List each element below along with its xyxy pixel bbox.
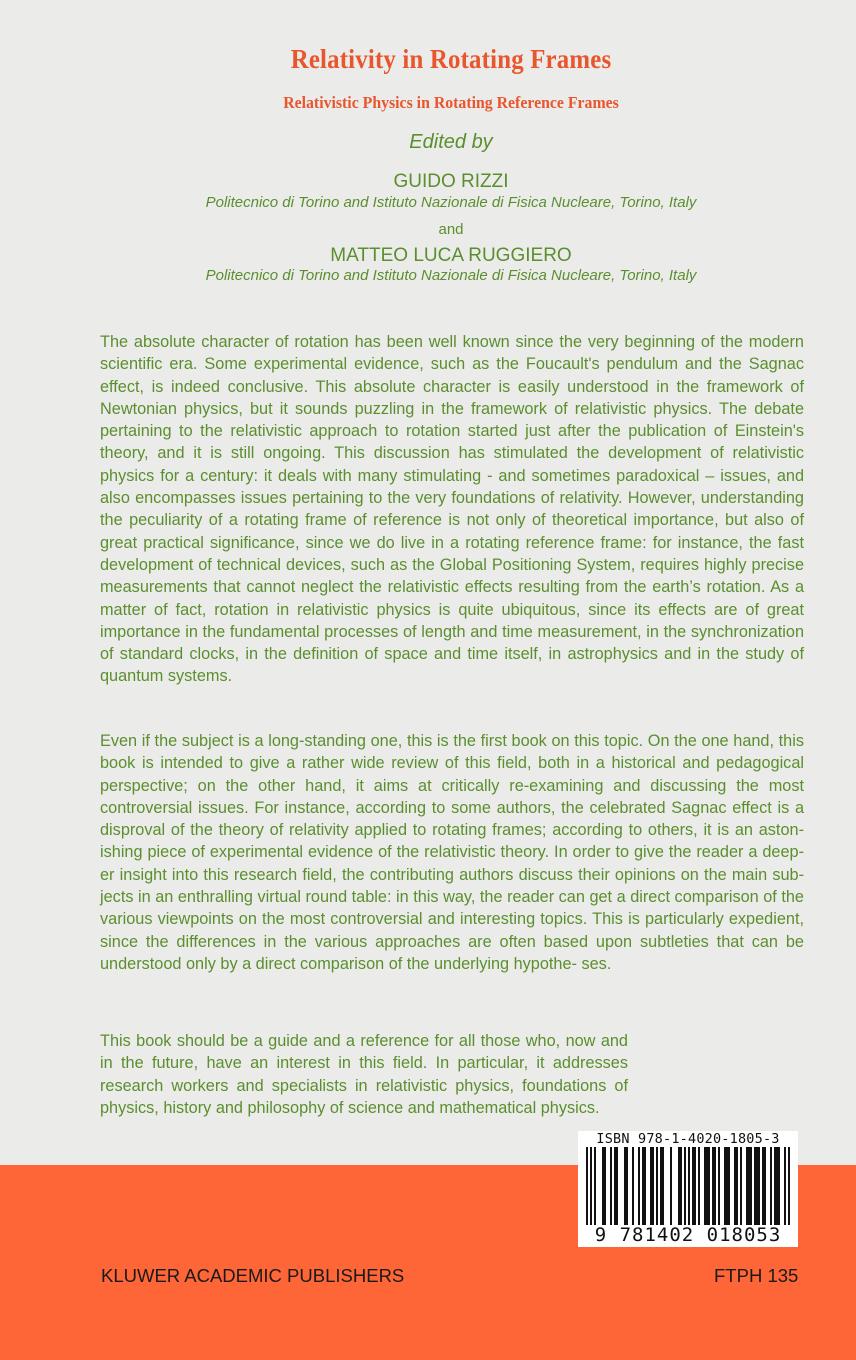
ean-number: 9 781402 018053: [594, 1224, 782, 1246]
description-paragraph-1: [100, 331, 804, 688]
barcode-bar: [590, 1147, 592, 1225]
barcode-bar: [660, 1147, 664, 1225]
barcode-bar: [740, 1147, 742, 1225]
barcode-bar: [656, 1147, 658, 1225]
barcode-bar: [614, 1147, 618, 1225]
paragraph-text: Even if the subject is a long-standing one, this is the first book on this topic. On the one hand, this book is intended to give a rather wide review of this field, both in a historical and pedagogical perspective; on the other hand, it aims at critically re-examining and discussing the most controversial issues. For instance, according to some authors, the celebrated Sagnac effect is a disproval of the theory of relativity applied to rotating frames; according to others, it is an astonishing piece of experimental evidence of the relativistic theory. In order to give the reader a deeper insight into this research field, the contributing authors discuss their opinions on the main subjects in an enthralling virtual round table: in this way, the reader can get a direct comparison of the various viewpoints on the most controversial and interesting topics. This is particularly expedient, since the differences in the various approaches are often based upon subtleties that can be understood only by a direct comparison of the underlying hypothe- ses.: [100, 732, 804, 973]
description-paragraph-3: [100, 1030, 628, 1119]
barcode-bar: [632, 1147, 634, 1225]
description-paragraph-2: [100, 730, 804, 975]
editor-name-2: MATTEO LUCA RUGGIERO: [330, 245, 572, 266]
editor-affiliation-2: Politecnico di Torino and Istituto Nazionale di Fisica Nucleare, Torino, Italy: [205, 267, 697, 284]
barcode-bars: [586, 1147, 790, 1225]
barcode-bar: [762, 1147, 766, 1225]
edited-by-label: Edited by: [409, 131, 493, 153]
barcode-bar: [638, 1147, 640, 1225]
publisher-name: KLUWER ACADEMIC PUBLISHERS: [101, 1265, 405, 1286]
barcode-bar: [650, 1147, 654, 1225]
barcode-bar: [684, 1147, 686, 1225]
barcode-bar: [784, 1147, 786, 1225]
barcode-bar: [688, 1147, 690, 1225]
barcode-bar: [678, 1147, 682, 1225]
barcode-bar: [770, 1147, 772, 1225]
editor-affiliation-1: Politecnico di Torino and Istituto Nazionale di Fisica Nucleare, Torino, Italy: [205, 194, 697, 211]
book-subtitle: Relativistic Physics in Rotating Reference Frames: [283, 93, 619, 112]
barcode-bar: [712, 1147, 716, 1225]
barcode-bar: [698, 1147, 700, 1225]
barcode-bar: [624, 1147, 628, 1225]
barcode-bar: [642, 1147, 646, 1225]
barcode-bar: [670, 1147, 672, 1225]
isbn-barcode: [578, 1131, 798, 1247]
editor-name-1: GUIDO RIZZI: [393, 171, 509, 192]
series-code: FTPH 135: [714, 1265, 799, 1286]
book-title: Relativity in Rotating Frames: [290, 44, 612, 74]
barcode-bar: [746, 1147, 752, 1225]
barcode-bar: [610, 1147, 612, 1225]
and-label: and: [438, 221, 464, 238]
barcode-bar: [594, 1147, 596, 1225]
paragraph-text: This book should be a guide and a reference for all those who, now and in the future, have an interest in this field. In particular, it addresses research workers and specialists in relativistic physics, foundations of physics, history and philosophy of science and mathematical physics.: [100, 1032, 628, 1117]
barcode-bar: [718, 1147, 720, 1225]
barcode-bar: [704, 1147, 710, 1225]
barcode-bar: [788, 1147, 790, 1225]
barcode-bar: [586, 1147, 588, 1225]
barcode-bar: [774, 1147, 780, 1225]
barcode-bar: [602, 1147, 606, 1225]
isbn-text: ISBN 978-1-4020-1805-3: [596, 1131, 780, 1147]
barcode-bar: [734, 1147, 738, 1225]
barcode-bar: [692, 1147, 696, 1225]
barcode-bar: [724, 1147, 730, 1225]
paragraph-text: The absolute character of rotation has been well known since the very beginning of the modern scientific era. Some experimental evidence, such as the Foucault's pendulum and the Sagnac effect, is indeed conclusive. This absolute character is easily understood in the framework of Newtonian physics, but it sounds puzzling in the framework of relativistic physics. The debate pertaining to the relativistic approach to rotation started just after the publication of Einstein's theory, and it is still ongoing. This discussion has stimulated the development of relativistic physics for a century: it deals with many stimulating - and sometimes paradoxical – issues, and also encompasses issues pertaining to the very foundations of relativity. However, understanding the peculiarity of a rotating frame of reference is not only of theoretical importance, but also of great practical significance, since we do live in a rotating reference frame: for instance, the fast development of technical devices, such as the Global Positioning System, requires highly precise measurements that cannot neglect the relativistic effects resulting from the earth’s rotation. As a matter of fact, rotation in relativistic physics is quite ubiquitous, since its effects are of great importance in the fundamental processes of length and time measurement, in the synchronization of standard clocks, in the definition of space and time itself, in astrophysics and in the study of quantum systems.: [100, 333, 804, 686]
barcode-bar: [754, 1147, 760, 1225]
